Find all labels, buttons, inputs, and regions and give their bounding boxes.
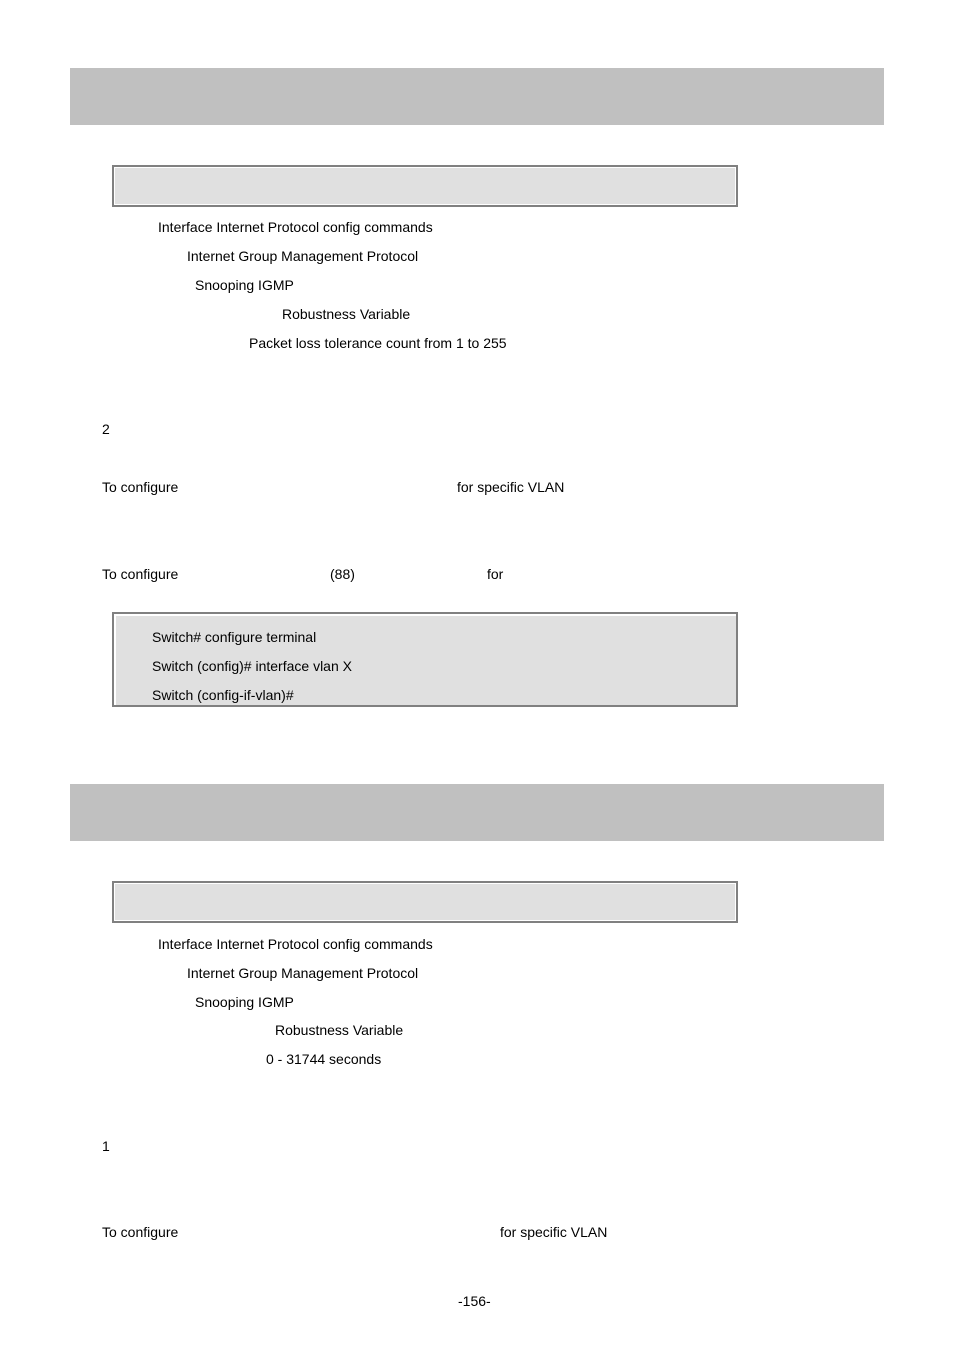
param-range: 0 - 31744 seconds: [266, 1051, 382, 1067]
usage-prefix: To configure: [102, 1224, 179, 1240]
default-value: 1: [102, 1138, 110, 1154]
code-line: Switch (config)# interface vlan X: [152, 658, 352, 674]
code-line: Switch# configure terminal: [152, 629, 317, 645]
param-ip: Interface Internet Protocol config commands: [158, 936, 433, 952]
section-heading-bar-1: [70, 68, 884, 125]
param-igmp: Internet Group Management Protocol: [187, 248, 419, 264]
param-ip: Interface Internet Protocol config commands: [158, 219, 433, 235]
example-prefix: To configure: [102, 566, 179, 582]
command-syntax-box-1: [112, 165, 738, 207]
section-heading-bar-2: [70, 784, 884, 841]
usage-suffix: for specific VLAN: [500, 1224, 608, 1240]
example-value: (88): [330, 566, 355, 582]
param-range: Packet loss tolerance count from 1 to 255: [249, 335, 507, 351]
example-code-box: [112, 612, 738, 707]
param-igmp: Internet Group Management Protocol: [187, 965, 419, 981]
param-snooping: Snooping IGMP: [195, 994, 294, 1010]
param-robustness: Robustness Variable: [282, 306, 411, 322]
code-line: Switch (config-if-vlan)#: [152, 687, 294, 703]
param-snooping: Snooping IGMP: [195, 277, 294, 293]
page-number: -156-: [458, 1293, 491, 1309]
param-robustness: Robustness Variable: [275, 1022, 404, 1038]
default-value: 2: [102, 421, 110, 437]
usage-suffix: for specific VLAN: [457, 479, 565, 495]
example-suffix: for: [487, 566, 504, 582]
command-syntax-box-2: [112, 881, 738, 923]
usage-prefix: To configure: [102, 479, 179, 495]
